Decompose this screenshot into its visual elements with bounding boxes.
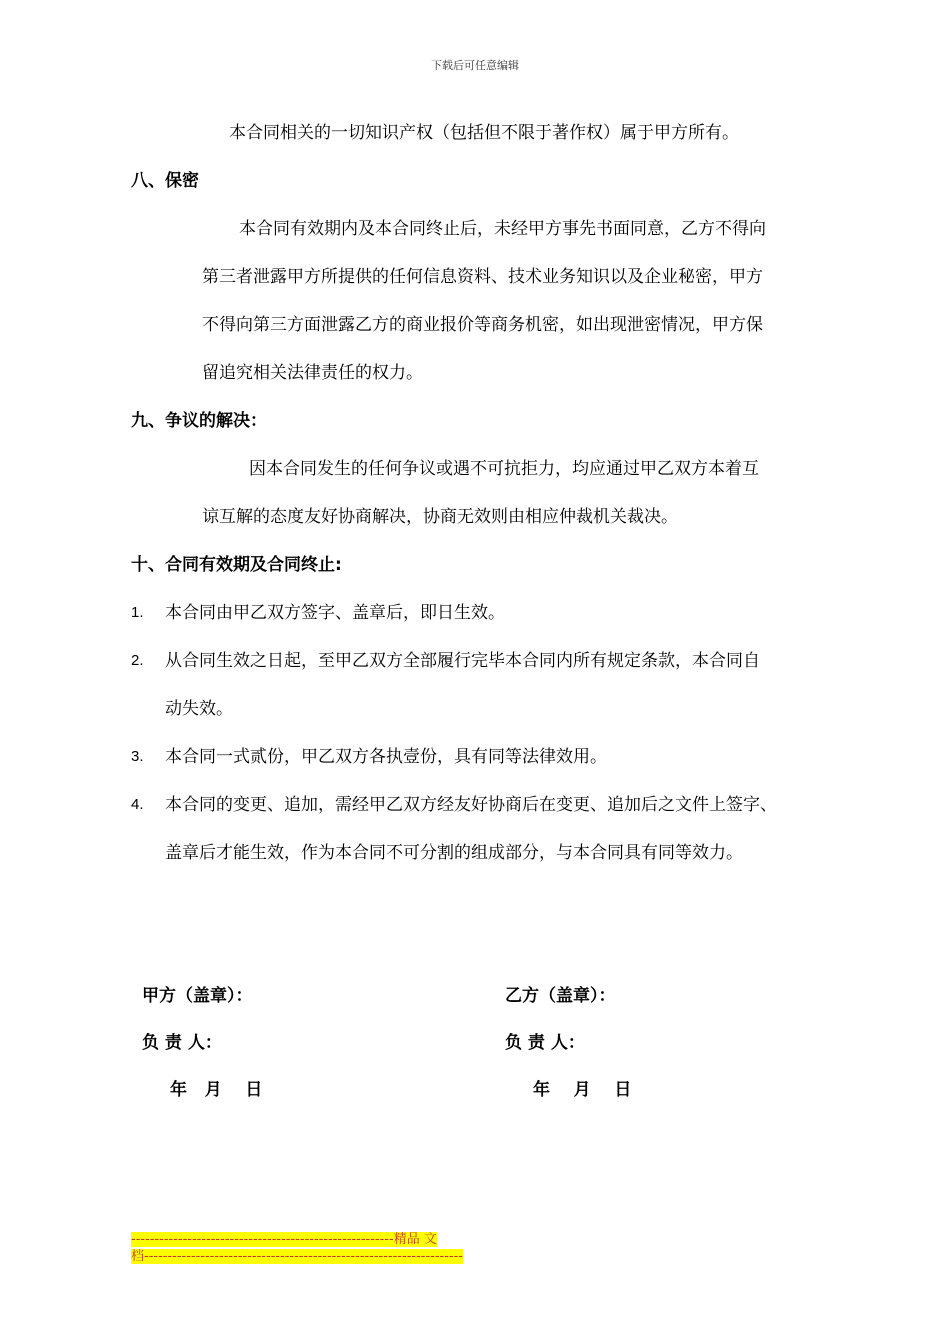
item-1-text: 本合同由甲乙双方签字、盖章后，即日生效。 [165, 603, 505, 623]
section8-line-1: 本合同有效期内及本合同终止后，未经甲方事先书面同意，乙方不得向 [239, 219, 766, 239]
item-4-number: 4. [131, 796, 144, 813]
party-a-person: 负 责 人： [142, 1033, 222, 1053]
footer-line-2: 档-------------------------------------------------------------------- [131, 1249, 463, 1264]
section9-title: 九、争议的解决： [131, 411, 267, 431]
item-4-text-1: 本合同的变更、追加，需经甲乙双方经友好协商后在变更、追加后之文件上签字、 [165, 795, 777, 815]
section10-title: 十、合同有效期及合同终止: [131, 555, 342, 575]
item-4-text-2: 盖章后才能生效，作为本合同不可分割的组成部分，与本合同具有同等效力。 [165, 843, 743, 863]
section9-line-2: 谅互解的态度友好协商解决，协商无效则由相应仲裁机关裁决。 [202, 507, 678, 527]
item-2-text-1: 从合同生效之日起，至甲乙双方全部履行完毕本合同内所有规定条款，本合同自 [165, 651, 760, 671]
item-2-text-2: 动失效。 [165, 699, 233, 719]
ip-clause: 本合同相关的一切知识产权（包括但不限于著作权）属于甲方所有。 [229, 123, 739, 143]
party-b-person: 负 责 人： [505, 1033, 585, 1053]
section8-line-2: 第三者泄露甲方所提供的任何信息资料、技术业务知识以及企业秘密，甲方 [202, 267, 763, 287]
section8-title: 八、保密 [131, 171, 199, 191]
footer-banner [131, 1231, 515, 1265]
party-a-date: 年 月 日 [170, 1080, 263, 1100]
section8-line-4: 留追究相关法律责任的权力。 [202, 363, 423, 383]
item-3-number: 3. [131, 748, 144, 765]
party-a-seal: 甲方（盖章）： [142, 986, 253, 1006]
section9-line-1: 因本合同发生的任何争议或遇不可抗拒力，均应通过甲乙双方本着互 [249, 459, 759, 479]
item-1-number: 1. [131, 604, 144, 621]
header-note: 下载后可任意编辑 [431, 59, 519, 72]
section8-line-3: 不得向第三方面泄露乙方的商业报价等商务机密，如出现泄密情况，甲方保 [202, 315, 763, 335]
item-3-text: 本合同一式贰份，甲乙双方各执壹份，具有同等法律效用。 [165, 747, 607, 767]
party-b-seal: 乙方（盖章）： [505, 986, 616, 1006]
item-2-number: 2. [131, 652, 144, 669]
footer-line-1: --------------------------------------------------------精品 文 [131, 1232, 437, 1247]
party-b-date: 年 月 日 [533, 1080, 632, 1100]
